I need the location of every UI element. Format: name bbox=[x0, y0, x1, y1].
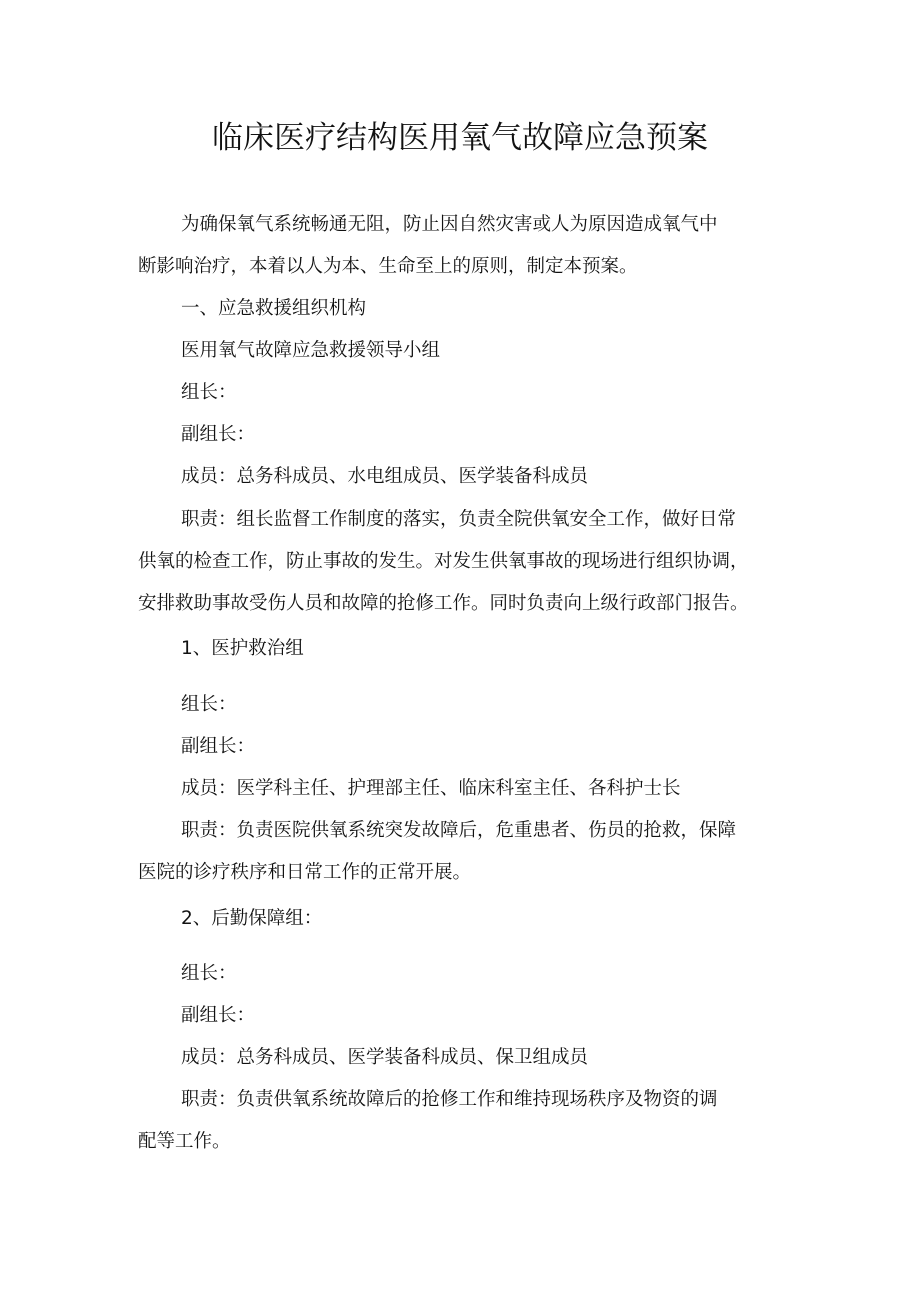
group2-duty-line-2: 配等工作。 bbox=[138, 1131, 231, 1152]
members-line: 成员：总务科成员、水电组成员、医学装备科成员 bbox=[181, 466, 589, 487]
group1-duty-line-2: 医院的诊疗秩序和日常工作的正常开展。 bbox=[138, 862, 472, 883]
duty-line-2: 供氧的检查工作，防止事故的发生。对发生供氧事故的现场进行组织协调， bbox=[138, 551, 749, 572]
document-title: 临床医疗结构医用氧气故障应急预案 bbox=[212, 120, 708, 156]
group1-heading: 1、医护救治组 bbox=[181, 638, 304, 659]
group1-members-line: 成员：医学科主任、护理部主任、临床科室主任、各科护士长 bbox=[181, 778, 681, 799]
section-heading: 一、应急救援组织机构 bbox=[181, 298, 367, 319]
leader-label: 组长： bbox=[181, 382, 237, 403]
duty-line-1: 职责：组长监督工作制度的落实，负责全院供氧安全工作，做好日常 bbox=[181, 509, 737, 530]
group2-leader-label: 组长： bbox=[181, 963, 237, 984]
group2-deputy-label: 副组长： bbox=[181, 1005, 256, 1026]
group-name: 医用氧气故障应急救援领导小组 bbox=[181, 340, 441, 361]
group2-members-line: 成员：总务科成员、医学装备科成员、保卫组成员 bbox=[181, 1047, 589, 1068]
group1-leader-label: 组长： bbox=[181, 694, 237, 715]
group1-duty-line-1: 职责：负责医院供氧系统突发故障后，危重患者、伤员的抢救，保障 bbox=[181, 820, 737, 841]
duty-line-3: 安排救助事故受伤人员和故障的抢修工作。同时负责向上级行政部门报告。 bbox=[138, 593, 749, 614]
group1-deputy-label: 副组长： bbox=[181, 736, 256, 757]
group2-duty-line-1: 职责：负责供氧系统故障后的抢修工作和维持现场秩序及物资的调 bbox=[181, 1089, 718, 1110]
deputy-label: 副组长： bbox=[181, 424, 256, 445]
group2-heading: 2、后勤保障组： bbox=[181, 908, 323, 929]
intro-line-2: 断影响治疗，本着以人为本、生命至上的原则，制定本预案。 bbox=[138, 256, 638, 277]
intro-line-1: 为确保氧气系统畅通无阻，防止因自然灾害或人为原因造成氧气中 bbox=[181, 214, 718, 235]
